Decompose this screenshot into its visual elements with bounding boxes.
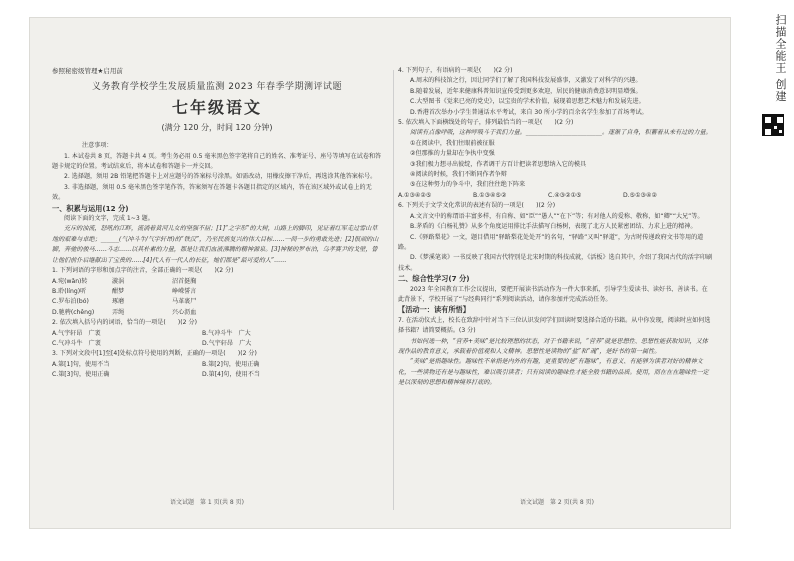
option: B.第[2]句，使用正确 [202, 360, 260, 368]
option: B.茅盾的《白杨礼赞》从多个角度运用排比手法描写白杨树，表现了北方人民紧密团结、力求上进的精神。 [410, 223, 697, 231]
option: C.大型图书《觉来已亮的党史》，以宝贵的学术价值，展现着思想艺术魅力和发展先进。 [410, 98, 645, 106]
reading-passage: 充斥的浊流，怒吼的江畔，流淌着黄河儿女的坚强不屈；[1]“之字形”的大树，山路上的脚印，见证着红军走过雪山草地的艰难与卓绝；______(气冲斗牛/气宇轩昂)的“铁汉”，乃至民族复兴的伟大目标……一间一步的勇敢先进；[2]很顽的山脚，奔驰的骏马……斗志……以其朴素的力量，都是让我们血液沸腾的精神源泉。[3]神秘的罗布泊，乌孝赛尹的戈壁，曾让他们前仆后继献出了宝贵的……[4]代人有一代人的长征，她们都是“最可爱的人”…… [52, 225, 379, 264]
exam-info: (满分 120 分，时间 120 分钟) [161, 122, 273, 132]
option: B.聆(líng)听 [52, 287, 87, 295]
option: D.气宇轩昂 广大 [202, 339, 252, 347]
question-2-options [52, 329, 382, 350]
sentence-item: ④阅读的时候，我们不断同作者争辩 [410, 171, 507, 179]
option [252, 297, 342, 307]
scanner-watermark: 扫描全能王 创建 [774, 14, 787, 103]
option: C.《驿路梨花》一文，题目借用“驿路梨花处处开”的名句，“驿路”又叫“驿道”，为古时传递政府文书等用的道路。 [398, 233, 704, 251]
question-5-options [398, 191, 713, 201]
notice-item: 2. 选择题，须用 2B 铅笔把答题卡上对应题号的答案标号涂黑。如需改动，用橡皮擦干净后，再选涂其他答案标号。 [64, 173, 377, 181]
option: 兴心沥血 [172, 308, 197, 316]
sentence-item: ①在阅读中，我们往眼前被征服 [410, 139, 495, 147]
option: A.①③④②⑤ [398, 191, 432, 199]
option: C.④③②①⑤ [548, 191, 582, 199]
instruction: 阅读下面的文字，完成 1~3 题。 [64, 215, 154, 223]
option: 漩涡 [112, 277, 125, 285]
option [252, 287, 342, 297]
question-4: 4. 下列句子，有语病的一项是( )(2 分) [398, 67, 513, 74]
question-1-options [52, 277, 382, 319]
right-column [398, 66, 713, 389]
option: A.气宇轩昂 广袤 [52, 329, 101, 337]
option: A.第[1]句，使用不当 [52, 360, 110, 368]
question-7: 7. 在活动仪式上，校长在致辞中针对当下三位认识发问学们回读时要选择合适的书籍。从中你发现，阅读时应如何选择书籍？请简要概括。(3 分) [398, 316, 711, 335]
question-5-lead: 阅读有点像呼吸，这种呼吸斗于我们力量。_________________________。逐渐了自身，积蓄着从未有过的力量。 [410, 129, 712, 137]
option: D.《梦溪笔谈》一书反映了我国古代特别是北宋时期的科技成就，《活板》选自其中，介绍了我国古代的活字印刷技术。 [398, 254, 713, 272]
question-2: 2. 依次填入括号内的词语，恰当的一项是( )(2 分) [52, 319, 197, 327]
page-footer-right: 语文试题 第 2 页(共 8 页) [520, 499, 594, 506]
option: 琢磨 [112, 298, 125, 306]
option: 峥嵘誓言 [172, 287, 197, 295]
subject-title: 七年级语文 [171, 97, 262, 117]
section-intro: 2023 年全国教育工作会议提出，要把开展读书活动作为一件大事来抓，引导学生爱读书、读好书、善读书。在此背景下，学校开展了“与经典同行”系列阅读活动，请你参加并完成活动任务。 [398, 285, 708, 303]
question-6: 6. 下列关于文学文化常识的表述有误的一项是( )(2 分) [398, 202, 556, 210]
question-7-passage: “美味”是指趣味性。趣味性不单指是内外的有趣，更重要的是“有趣味”，有意义、有能够为读者对好的精神文化，一些读物还有是与趣味性，难以吸引读者；只有阅读的趣味性才能全般书籍的品质。使用，而在在在趣味性一定是以深刻的思想和精神境界打底的。 [398, 358, 709, 387]
option: C.第[3]句，使用正确 [52, 371, 110, 379]
option: D.香港首次举办小学生普通话水平考试，来自 30 所小学的百余名学生参加了首场考试。 [410, 108, 648, 116]
option: A.宛(wǎn)转 [52, 277, 88, 285]
question-1: 1. 下列词语的字形和加点字的注音，全部正确的一项是( )(2 分) [52, 267, 234, 275]
column-divider [393, 70, 394, 510]
option: C.罗布泊(bó) [52, 298, 89, 306]
option: A.文言文中的称谓语丰富多样，有自称、如“臣”“愚人”“在下”等；有对他人的爱称、敬称，如“卿”“大兄”等。 [410, 212, 704, 220]
option: D.驰骋(chěng) [52, 308, 95, 316]
option: C.气冲斗牛 广袤 [52, 339, 101, 347]
option: 弄绳 [112, 308, 125, 316]
section-heading: 一、积累与运用(12 分) [52, 203, 129, 213]
page-header: 参照秘密级管理★启用前 [52, 67, 123, 75]
question-3-options [52, 360, 382, 381]
option: 酣梦 [112, 287, 125, 295]
option: 马革裹尸 [172, 298, 197, 306]
sentence-item: ⑤在这种努力的争斗中，我们往往绝下阵来 [410, 181, 526, 189]
activity-heading: 【活动一：读有所悟】 [398, 305, 470, 315]
left-column [52, 66, 382, 381]
question-3: 3. 下列对文段中[1]至[4]处标点符号使用的判断，正确的一项是( )(2 分) [52, 350, 257, 358]
option: D.第[4]句，使用不当 [202, 371, 260, 379]
option: B.气冲斗牛 广大 [202, 329, 251, 337]
option: 沼首挺胸 [172, 277, 197, 285]
sentence-item: ③我们极力想寻出彼绽，作者调干方百计把读者思想纳入它的模具 [410, 160, 587, 168]
notice-title: 注意事项： [82, 142, 113, 150]
question-5: 5. 依次填入下面横线处的句子，排列最恰当的一项是( )(2 分) [398, 119, 574, 127]
option [252, 277, 342, 287]
option: A.周末的科技馆之行，因让同学们了解了我国科技发展盛事，又激发了对科学的兴趣。 [410, 77, 642, 85]
question-7-passage: 书如何选一种，“营养+美味”是比较理想的状态，对于书籍来说，“营养”就是思想性、思想性能获取知识，又体现作品的教育意义，承载着价值观和人文精神。思想性是读物的“盐”和“魂”，是好书的第一属性。 [398, 337, 708, 355]
qr-code-icon [762, 114, 784, 136]
notice-item: 3. 非选择题，须用 0.5 毫米黑色签字笔作答，答案须写在答题卡各题目指定的区域内，答在该区域外或试卷上的无效。 [52, 183, 372, 202]
section-heading: 二、综合性学习(7 分) [398, 274, 470, 284]
notice-item: 1. 本试卷共 8 页，答题卡共 4 页。考生务必用 0.5 毫米黑色签字笔将自己的姓名、准考证号、座号等填写在试卷和答题卡规定的位置。考试结束后，将本试卷和答题卡一并交回。 [52, 152, 382, 171]
page-footer-left: 语文试题 第 1 页(共 8 页) [170, 499, 244, 506]
option: B.①③④⑤② [473, 191, 507, 199]
option: D.⑤①③④② [623, 191, 657, 199]
sentence-item: ②但那推的力量却在争执中变强 [410, 150, 495, 158]
exam-title: 义务教育学校学生发展质量监测 2023 年春季学期测评试题 [91, 82, 343, 93]
option [252, 308, 342, 318]
option: B.随着发展，近年来健康科普知识宣传受到更多欢迎，居民的健康消费意识明显增强。 [410, 87, 642, 95]
